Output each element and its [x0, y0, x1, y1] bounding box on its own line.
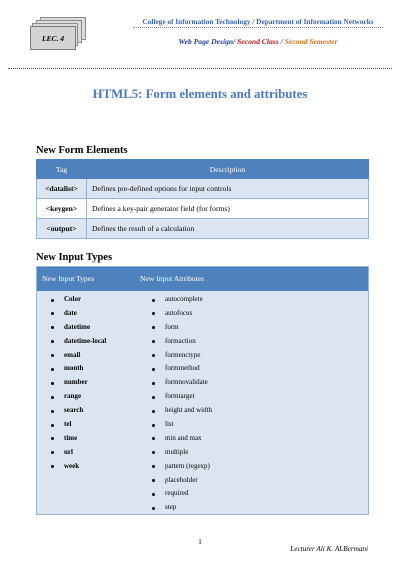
college-line: College of Information Technology / Department of Information Networks [142, 17, 374, 26]
list-item: month [50, 362, 106, 376]
page-title: HTML5: Form elements and attributes [92, 87, 308, 101]
list-item: tel [50, 418, 106, 432]
list-item: height and width [151, 404, 212, 418]
lecture-badge: LEC. 4 [30, 26, 76, 50]
list-item: url [50, 446, 106, 460]
course-name: Web Page Design/ [178, 37, 236, 46]
list-item: number [50, 376, 106, 390]
tag-cell: <datalist> [37, 179, 87, 199]
table-row [37, 179, 369, 199]
header-divider [133, 27, 383, 28]
course-line [130, 37, 386, 46]
description-cell: Defines pre-defined options for input controls [87, 179, 369, 199]
list-item: multiple [151, 446, 212, 460]
column-header-types: New Input Types [42, 274, 95, 283]
input-attributes-list [151, 293, 212, 515]
separator: / [280, 37, 283, 46]
section-title-form-elements: New Form Elements [36, 145, 128, 156]
list-item: pattern (regexp) [151, 460, 212, 474]
form-elements-table [36, 159, 369, 239]
tag-cell: <keygen> [37, 199, 87, 219]
column-header-attributes: New Input Attributes [140, 274, 205, 283]
list-item: date [50, 307, 106, 321]
list-item: time [50, 432, 106, 446]
list-item: formtarget [151, 390, 212, 404]
list-item: Color [50, 293, 106, 307]
list-item: email [50, 349, 106, 363]
list-item: placeholder [151, 474, 212, 488]
input-types-table [36, 266, 369, 515]
tag-cell: <output> [37, 219, 87, 239]
page-divider [8, 68, 392, 69]
table-header-row [37, 267, 368, 291]
table-header-row [37, 160, 369, 179]
list-item: form [151, 321, 212, 335]
column-header-description: Description [87, 160, 369, 179]
list-item: week [50, 460, 106, 474]
column-header-tag: Tag [37, 160, 87, 179]
lecturer-name: Lecturer Ali K. ALBermani [290, 545, 368, 553]
input-types-list [50, 293, 106, 474]
list-item: formaction [151, 335, 212, 349]
list-item: list [151, 418, 212, 432]
section-title-input-types: New Input Types [36, 252, 113, 263]
list-item: step [151, 501, 212, 515]
list-item: min and max [151, 432, 212, 446]
list-item: search [50, 404, 106, 418]
list-item: datetime [50, 321, 106, 335]
semester-name: Second Semester [284, 37, 338, 46]
list-item: autofocus [151, 307, 212, 321]
list-item: formenctype [151, 349, 212, 363]
list-item: required [151, 487, 212, 501]
class-name: Second Class [237, 37, 279, 46]
list-item: formmethod [151, 362, 212, 376]
description-cell: Defines a key-pair generator field (for forms) [87, 199, 369, 219]
list-item: formnovalidate [151, 376, 212, 390]
table-row [37, 199, 369, 219]
list-item: autocomplete [151, 293, 212, 307]
description-cell: Defines the result of a calculation [87, 219, 369, 239]
page-number: 1 [198, 537, 202, 546]
list-item: range [50, 390, 106, 404]
list-item: datetime-local [50, 335, 106, 349]
table-row [37, 219, 369, 239]
